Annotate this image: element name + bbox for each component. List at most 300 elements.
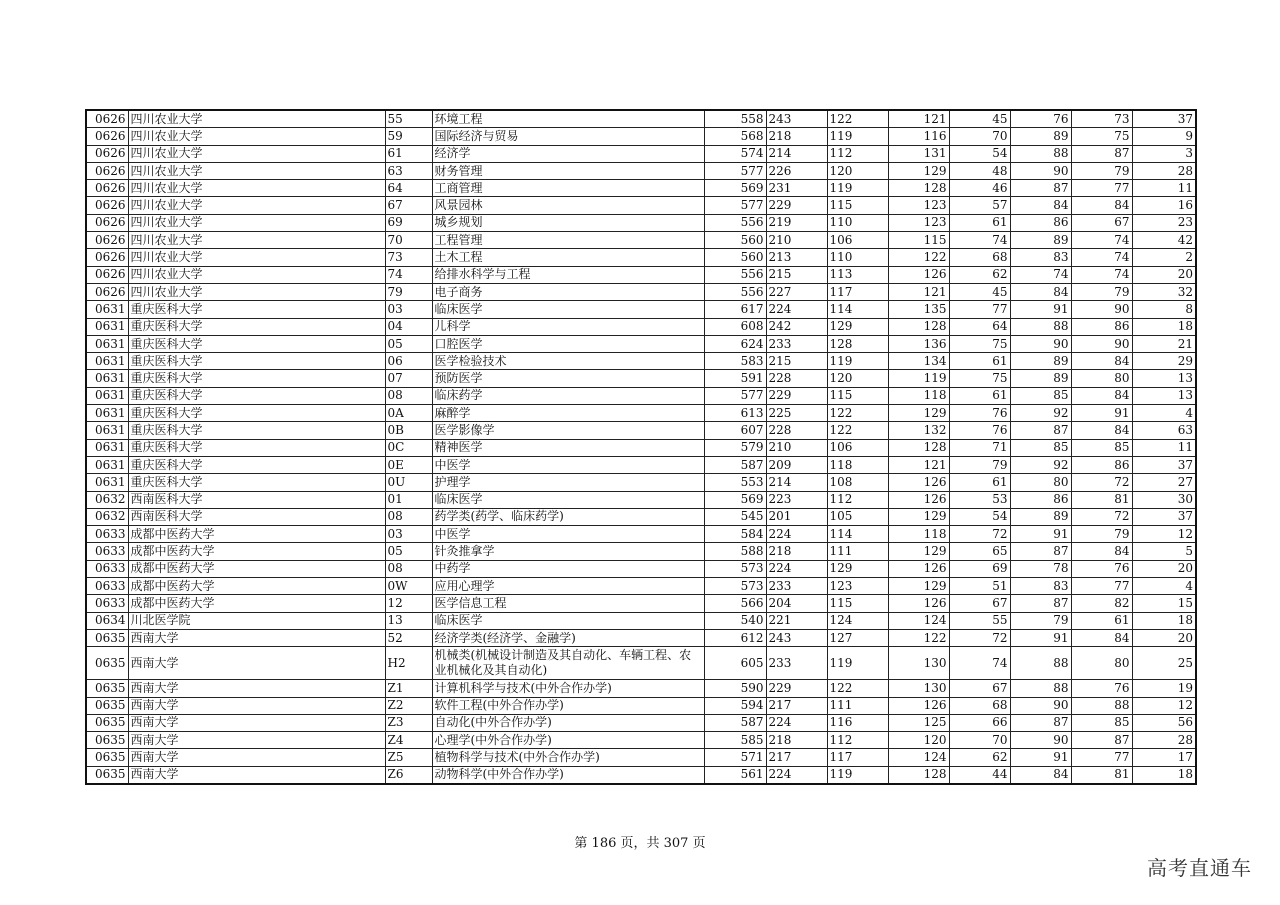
school-code-cell: 0635 bbox=[86, 647, 128, 680]
total-score-cell: 556 bbox=[704, 214, 766, 231]
score-g-cell: 9 bbox=[1132, 128, 1196, 145]
score-e-cell: 91 bbox=[1010, 749, 1071, 766]
school-code-cell: 0633 bbox=[86, 543, 128, 560]
major-name-cell: 临床药学 bbox=[432, 387, 704, 404]
score-b-cell: 124 bbox=[827, 612, 888, 629]
score-d-cell: 61 bbox=[949, 387, 1010, 404]
major-code-cell: 70 bbox=[385, 232, 432, 249]
major-code-cell: Z6 bbox=[385, 766, 432, 784]
school-code-cell: 0631 bbox=[86, 422, 128, 439]
score-b-cell: 114 bbox=[827, 526, 888, 543]
score-c-cell: 128 bbox=[888, 439, 949, 456]
score-c-cell: 128 bbox=[888, 766, 949, 784]
total-score-cell: 566 bbox=[704, 595, 766, 612]
score-c-cell: 130 bbox=[888, 680, 949, 697]
score-c-cell: 128 bbox=[888, 318, 949, 335]
watermark-text: 高考直通车 bbox=[1147, 856, 1252, 880]
score-d-cell: 68 bbox=[949, 697, 1010, 714]
score-g-cell: 20 bbox=[1132, 629, 1196, 646]
major-code-cell: Z5 bbox=[385, 749, 432, 766]
major-code-cell: 79 bbox=[385, 283, 432, 300]
score-d-cell: 57 bbox=[949, 197, 1010, 214]
major-name-cell: 医学检验技术 bbox=[432, 353, 704, 370]
score-d-cell: 45 bbox=[949, 283, 1010, 300]
total-score-cell: 588 bbox=[704, 543, 766, 560]
table-row bbox=[86, 595, 1196, 612]
score-b-cell: 128 bbox=[827, 335, 888, 352]
major-name-cell: 环境工程 bbox=[432, 110, 704, 128]
score-f-cell: 84 bbox=[1071, 353, 1132, 370]
major-code-cell: 04 bbox=[385, 318, 432, 335]
school-name-cell: 西南大学 bbox=[128, 749, 385, 766]
score-b-cell: 119 bbox=[827, 180, 888, 197]
major-code-cell: 08 bbox=[385, 508, 432, 525]
score-d-cell: 74 bbox=[949, 647, 1010, 680]
score-f-cell: 85 bbox=[1071, 439, 1132, 456]
score-e-cell: 89 bbox=[1010, 370, 1071, 387]
page-number: 第 186 页，共 307 页 bbox=[574, 836, 706, 851]
total-score-cell: 556 bbox=[704, 266, 766, 283]
score-a-cell: 233 bbox=[766, 335, 827, 352]
score-d-cell: 46 bbox=[949, 180, 1010, 197]
score-f-cell: 76 bbox=[1071, 680, 1132, 697]
major-name-cell: 口腔医学 bbox=[432, 335, 704, 352]
total-score-cell: 590 bbox=[704, 680, 766, 697]
score-e-cell: 83 bbox=[1010, 578, 1071, 595]
score-e-cell: 90 bbox=[1010, 335, 1071, 352]
major-code-cell: 05 bbox=[385, 335, 432, 352]
score-c-cell: 125 bbox=[888, 714, 949, 731]
school-code-cell: 0633 bbox=[86, 595, 128, 612]
score-c-cell: 126 bbox=[888, 491, 949, 508]
score-d-cell: 70 bbox=[949, 732, 1010, 749]
major-code-cell: 12 bbox=[385, 595, 432, 612]
score-d-cell: 72 bbox=[949, 629, 1010, 646]
table-row bbox=[86, 560, 1196, 577]
school-name-cell: 四川农业大学 bbox=[128, 145, 385, 162]
score-f-cell: 81 bbox=[1071, 491, 1132, 508]
score-g-cell: 37 bbox=[1132, 456, 1196, 473]
score-g-cell: 18 bbox=[1132, 766, 1196, 784]
score-c-cell: 122 bbox=[888, 629, 949, 646]
score-e-cell: 87 bbox=[1010, 714, 1071, 731]
score-b-cell: 114 bbox=[827, 301, 888, 318]
score-g-cell: 25 bbox=[1132, 647, 1196, 680]
major-name-cell: 临床医学 bbox=[432, 491, 704, 508]
score-a-cell: 204 bbox=[766, 595, 827, 612]
score-e-cell: 84 bbox=[1010, 766, 1071, 784]
score-d-cell: 74 bbox=[949, 232, 1010, 249]
score-a-cell: 233 bbox=[766, 578, 827, 595]
table-row bbox=[86, 180, 1196, 197]
score-d-cell: 48 bbox=[949, 162, 1010, 179]
score-f-cell: 72 bbox=[1071, 508, 1132, 525]
score-b-cell: 122 bbox=[827, 680, 888, 697]
school-name-cell: 四川农业大学 bbox=[128, 180, 385, 197]
score-b-cell: 108 bbox=[827, 474, 888, 491]
school-code-cell: 0626 bbox=[86, 214, 128, 231]
school-code-cell: 0626 bbox=[86, 162, 128, 179]
major-code-cell: 13 bbox=[385, 612, 432, 629]
score-b-cell: 119 bbox=[827, 647, 888, 680]
table-row bbox=[86, 249, 1196, 266]
score-b-cell: 120 bbox=[827, 162, 888, 179]
major-name-cell: 中医学 bbox=[432, 456, 704, 473]
score-b-cell: 111 bbox=[827, 697, 888, 714]
school-name-cell: 川北医学院 bbox=[128, 612, 385, 629]
score-d-cell: 67 bbox=[949, 680, 1010, 697]
table-row bbox=[86, 214, 1196, 231]
score-c-cell: 129 bbox=[888, 405, 949, 422]
score-g-cell: 4 bbox=[1132, 578, 1196, 595]
score-f-cell: 84 bbox=[1071, 387, 1132, 404]
table-row bbox=[86, 612, 1196, 629]
table-row bbox=[86, 370, 1196, 387]
table-row bbox=[86, 335, 1196, 352]
school-name-cell: 重庆医科大学 bbox=[128, 387, 385, 404]
score-a-cell: 218 bbox=[766, 732, 827, 749]
score-f-cell: 82 bbox=[1071, 595, 1132, 612]
score-e-cell: 80 bbox=[1010, 474, 1071, 491]
score-f-cell: 61 bbox=[1071, 612, 1132, 629]
score-a-cell: 229 bbox=[766, 197, 827, 214]
score-e-cell: 89 bbox=[1010, 508, 1071, 525]
table-body bbox=[86, 110, 1196, 784]
school-name-cell: 西南大学 bbox=[128, 714, 385, 731]
score-a-cell: 215 bbox=[766, 353, 827, 370]
score-b-cell: 113 bbox=[827, 266, 888, 283]
major-name-cell: 中药学 bbox=[432, 560, 704, 577]
score-e-cell: 90 bbox=[1010, 697, 1071, 714]
score-a-cell: 224 bbox=[766, 766, 827, 784]
school-code-cell: 0633 bbox=[86, 578, 128, 595]
total-score-cell: 605 bbox=[704, 647, 766, 680]
major-name-cell: 预防医学 bbox=[432, 370, 704, 387]
score-a-cell: 210 bbox=[766, 439, 827, 456]
score-d-cell: 76 bbox=[949, 405, 1010, 422]
score-g-cell: 17 bbox=[1132, 749, 1196, 766]
score-b-cell: 110 bbox=[827, 214, 888, 231]
score-e-cell: 88 bbox=[1010, 680, 1071, 697]
major-code-cell: 06 bbox=[385, 353, 432, 370]
score-b-cell: 112 bbox=[827, 491, 888, 508]
score-b-cell: 127 bbox=[827, 629, 888, 646]
score-e-cell: 90 bbox=[1010, 732, 1071, 749]
school-name-cell: 重庆医科大学 bbox=[128, 405, 385, 422]
score-g-cell: 20 bbox=[1132, 560, 1196, 577]
major-code-cell: 01 bbox=[385, 491, 432, 508]
score-c-cell: 132 bbox=[888, 422, 949, 439]
table-row bbox=[86, 318, 1196, 335]
school-code-cell: 0626 bbox=[86, 232, 128, 249]
score-g-cell: 8 bbox=[1132, 301, 1196, 318]
score-e-cell: 74 bbox=[1010, 266, 1071, 283]
score-d-cell: 62 bbox=[949, 749, 1010, 766]
total-score-cell: 583 bbox=[704, 353, 766, 370]
major-name-cell: 城乡规划 bbox=[432, 214, 704, 231]
school-name-cell: 重庆医科大学 bbox=[128, 422, 385, 439]
score-g-cell: 27 bbox=[1132, 474, 1196, 491]
total-score-cell: 553 bbox=[704, 474, 766, 491]
major-name-cell: 医学信息工程 bbox=[432, 595, 704, 612]
score-b-cell: 111 bbox=[827, 543, 888, 560]
school-code-cell: 0631 bbox=[86, 456, 128, 473]
score-c-cell: 118 bbox=[888, 526, 949, 543]
major-name-cell: 药学类(药学、临床药学) bbox=[432, 508, 704, 525]
school-code-cell: 0635 bbox=[86, 629, 128, 646]
major-name-cell: 国际经济与贸易 bbox=[432, 128, 704, 145]
score-e-cell: 76 bbox=[1010, 110, 1071, 128]
score-f-cell: 91 bbox=[1071, 405, 1132, 422]
score-c-cell: 122 bbox=[888, 249, 949, 266]
major-name-cell: 机械类(机械设计制造及其自动化、车辆工程、农业机械化及其自动化) bbox=[432, 647, 704, 680]
total-score-cell: 585 bbox=[704, 732, 766, 749]
total-score-cell: 608 bbox=[704, 318, 766, 335]
score-g-cell: 13 bbox=[1132, 387, 1196, 404]
score-g-cell: 29 bbox=[1132, 353, 1196, 370]
major-name-cell: 动物科学(中外合作办学) bbox=[432, 766, 704, 784]
score-c-cell: 121 bbox=[888, 283, 949, 300]
score-e-cell: 86 bbox=[1010, 491, 1071, 508]
score-d-cell: 79 bbox=[949, 456, 1010, 473]
score-d-cell: 76 bbox=[949, 422, 1010, 439]
total-score-cell: 568 bbox=[704, 128, 766, 145]
score-f-cell: 86 bbox=[1071, 456, 1132, 473]
score-f-cell: 80 bbox=[1071, 647, 1132, 680]
major-name-cell: 针灸推拿学 bbox=[432, 543, 704, 560]
total-score-cell: 571 bbox=[704, 749, 766, 766]
score-d-cell: 64 bbox=[949, 318, 1010, 335]
score-e-cell: 88 bbox=[1010, 647, 1071, 680]
table-row bbox=[86, 162, 1196, 179]
score-e-cell: 89 bbox=[1010, 128, 1071, 145]
score-a-cell: 214 bbox=[766, 474, 827, 491]
school-name-cell: 成都中医药大学 bbox=[128, 578, 385, 595]
score-e-cell: 84 bbox=[1010, 197, 1071, 214]
score-b-cell: 119 bbox=[827, 766, 888, 784]
score-a-cell: 219 bbox=[766, 214, 827, 231]
school-name-cell: 重庆医科大学 bbox=[128, 353, 385, 370]
score-a-cell: 217 bbox=[766, 749, 827, 766]
major-code-cell: 74 bbox=[385, 266, 432, 283]
score-f-cell: 67 bbox=[1071, 214, 1132, 231]
school-code-cell: 0635 bbox=[86, 680, 128, 697]
table-row bbox=[86, 697, 1196, 714]
score-e-cell: 91 bbox=[1010, 526, 1071, 543]
major-name-cell: 植物科学与技术(中外合作办学) bbox=[432, 749, 704, 766]
score-e-cell: 87 bbox=[1010, 180, 1071, 197]
school-name-cell: 西南大学 bbox=[128, 766, 385, 784]
score-b-cell: 122 bbox=[827, 405, 888, 422]
total-score-cell: 617 bbox=[704, 301, 766, 318]
score-b-cell: 106 bbox=[827, 232, 888, 249]
score-c-cell: 131 bbox=[888, 145, 949, 162]
score-f-cell: 86 bbox=[1071, 318, 1132, 335]
score-e-cell: 78 bbox=[1010, 560, 1071, 577]
score-a-cell: 210 bbox=[766, 232, 827, 249]
score-g-cell: 11 bbox=[1132, 439, 1196, 456]
score-g-cell: 12 bbox=[1132, 697, 1196, 714]
score-e-cell: 91 bbox=[1010, 301, 1071, 318]
school-name-cell: 西南医科大学 bbox=[128, 508, 385, 525]
major-name-cell: 经济学类(经济学、金融学) bbox=[432, 629, 704, 646]
table-row bbox=[86, 266, 1196, 283]
school-code-cell: 0631 bbox=[86, 405, 128, 422]
score-d-cell: 55 bbox=[949, 612, 1010, 629]
score-c-cell: 135 bbox=[888, 301, 949, 318]
table-row bbox=[86, 439, 1196, 456]
score-f-cell: 81 bbox=[1071, 766, 1132, 784]
total-score-cell: 573 bbox=[704, 578, 766, 595]
score-a-cell: 229 bbox=[766, 680, 827, 697]
score-f-cell: 79 bbox=[1071, 162, 1132, 179]
school-name-cell: 西南大学 bbox=[128, 680, 385, 697]
major-code-cell: 61 bbox=[385, 145, 432, 162]
score-g-cell: 63 bbox=[1132, 422, 1196, 439]
major-code-cell: 08 bbox=[385, 387, 432, 404]
score-f-cell: 77 bbox=[1071, 749, 1132, 766]
major-code-cell: 0C bbox=[385, 439, 432, 456]
school-code-cell: 0631 bbox=[86, 439, 128, 456]
major-name-cell: 土木工程 bbox=[432, 249, 704, 266]
major-code-cell: Z3 bbox=[385, 714, 432, 731]
score-g-cell: 20 bbox=[1132, 266, 1196, 283]
table-row bbox=[86, 732, 1196, 749]
major-code-cell: 03 bbox=[385, 526, 432, 543]
score-f-cell: 79 bbox=[1071, 283, 1132, 300]
score-c-cell: 115 bbox=[888, 232, 949, 249]
score-d-cell: 72 bbox=[949, 526, 1010, 543]
school-name-cell: 成都中医药大学 bbox=[128, 543, 385, 560]
table-row bbox=[86, 128, 1196, 145]
total-score-cell: 607 bbox=[704, 422, 766, 439]
score-d-cell: 51 bbox=[949, 578, 1010, 595]
score-g-cell: 32 bbox=[1132, 283, 1196, 300]
school-name-cell: 成都中医药大学 bbox=[128, 595, 385, 612]
score-c-cell: 124 bbox=[888, 612, 949, 629]
score-d-cell: 69 bbox=[949, 560, 1010, 577]
major-code-cell: 67 bbox=[385, 197, 432, 214]
table-row bbox=[86, 232, 1196, 249]
school-code-cell: 0635 bbox=[86, 766, 128, 784]
score-e-cell: 92 bbox=[1010, 405, 1071, 422]
major-name-cell: 计算机科学与技术(中外合作办学) bbox=[432, 680, 704, 697]
school-code-cell: 0631 bbox=[86, 301, 128, 318]
major-name-cell: 麻醉学 bbox=[432, 405, 704, 422]
score-f-cell: 80 bbox=[1071, 370, 1132, 387]
score-b-cell: 110 bbox=[827, 249, 888, 266]
score-g-cell: 3 bbox=[1132, 145, 1196, 162]
score-g-cell: 30 bbox=[1132, 491, 1196, 508]
school-name-cell: 四川农业大学 bbox=[128, 162, 385, 179]
school-code-cell: 0633 bbox=[86, 526, 128, 543]
major-name-cell: 电子商务 bbox=[432, 283, 704, 300]
score-b-cell: 122 bbox=[827, 110, 888, 128]
major-code-cell: 73 bbox=[385, 249, 432, 266]
total-score-cell: 560 bbox=[704, 232, 766, 249]
school-name-cell: 重庆医科大学 bbox=[128, 318, 385, 335]
table-row bbox=[86, 749, 1196, 766]
score-e-cell: 88 bbox=[1010, 318, 1071, 335]
score-a-cell: 225 bbox=[766, 405, 827, 422]
school-name-cell: 四川农业大学 bbox=[128, 232, 385, 249]
score-a-cell: 228 bbox=[766, 370, 827, 387]
total-score-cell: 577 bbox=[704, 162, 766, 179]
score-d-cell: 61 bbox=[949, 353, 1010, 370]
score-c-cell: 126 bbox=[888, 474, 949, 491]
school-code-cell: 0631 bbox=[86, 387, 128, 404]
school-name-cell: 重庆医科大学 bbox=[128, 335, 385, 352]
school-code-cell: 0626 bbox=[86, 110, 128, 128]
score-b-cell: 112 bbox=[827, 145, 888, 162]
score-f-cell: 77 bbox=[1071, 578, 1132, 595]
major-code-cell: Z4 bbox=[385, 732, 432, 749]
score-c-cell: 126 bbox=[888, 595, 949, 612]
score-e-cell: 85 bbox=[1010, 439, 1071, 456]
major-code-cell: 0U bbox=[385, 474, 432, 491]
school-name-cell: 四川农业大学 bbox=[128, 214, 385, 231]
total-score-cell: 624 bbox=[704, 335, 766, 352]
major-name-cell: 精神医学 bbox=[432, 439, 704, 456]
score-c-cell: 136 bbox=[888, 335, 949, 352]
major-code-cell: 0B bbox=[385, 422, 432, 439]
score-e-cell: 84 bbox=[1010, 283, 1071, 300]
score-a-cell: 215 bbox=[766, 266, 827, 283]
score-d-cell: 75 bbox=[949, 370, 1010, 387]
major-name-cell: 软件工程(中外合作办学) bbox=[432, 697, 704, 714]
major-code-cell: 63 bbox=[385, 162, 432, 179]
score-f-cell: 74 bbox=[1071, 249, 1132, 266]
total-score-cell: 579 bbox=[704, 439, 766, 456]
major-code-cell: 64 bbox=[385, 180, 432, 197]
score-b-cell: 112 bbox=[827, 732, 888, 749]
score-a-cell: 243 bbox=[766, 629, 827, 646]
major-name-cell: 应用心理学 bbox=[432, 578, 704, 595]
table-row bbox=[86, 543, 1196, 560]
table-row bbox=[86, 145, 1196, 162]
school-code-cell: 0626 bbox=[86, 266, 128, 283]
score-g-cell: 12 bbox=[1132, 526, 1196, 543]
table-row bbox=[86, 353, 1196, 370]
total-score-cell: 556 bbox=[704, 283, 766, 300]
score-f-cell: 72 bbox=[1071, 474, 1132, 491]
table-row bbox=[86, 301, 1196, 318]
school-code-cell: 0626 bbox=[86, 283, 128, 300]
score-f-cell: 88 bbox=[1071, 697, 1132, 714]
score-c-cell: 120 bbox=[888, 732, 949, 749]
score-e-cell: 79 bbox=[1010, 612, 1071, 629]
total-score-cell: 591 bbox=[704, 370, 766, 387]
school-code-cell: 0633 bbox=[86, 560, 128, 577]
school-name-cell: 重庆医科大学 bbox=[128, 474, 385, 491]
table-row bbox=[86, 680, 1196, 697]
total-score-cell: 574 bbox=[704, 145, 766, 162]
score-b-cell: 105 bbox=[827, 508, 888, 525]
school-name-cell: 重庆医科大学 bbox=[128, 370, 385, 387]
score-c-cell: 128 bbox=[888, 180, 949, 197]
score-a-cell: 229 bbox=[766, 387, 827, 404]
major-name-cell: 工商管理 bbox=[432, 180, 704, 197]
school-name-cell: 四川农业大学 bbox=[128, 266, 385, 283]
school-code-cell: 0626 bbox=[86, 197, 128, 214]
score-f-cell: 77 bbox=[1071, 180, 1132, 197]
school-code-cell: 0626 bbox=[86, 180, 128, 197]
school-name-cell: 成都中医药大学 bbox=[128, 526, 385, 543]
score-f-cell: 84 bbox=[1071, 197, 1132, 214]
major-code-cell: H2 bbox=[385, 647, 432, 680]
score-f-cell: 74 bbox=[1071, 232, 1132, 249]
score-b-cell: 117 bbox=[827, 749, 888, 766]
